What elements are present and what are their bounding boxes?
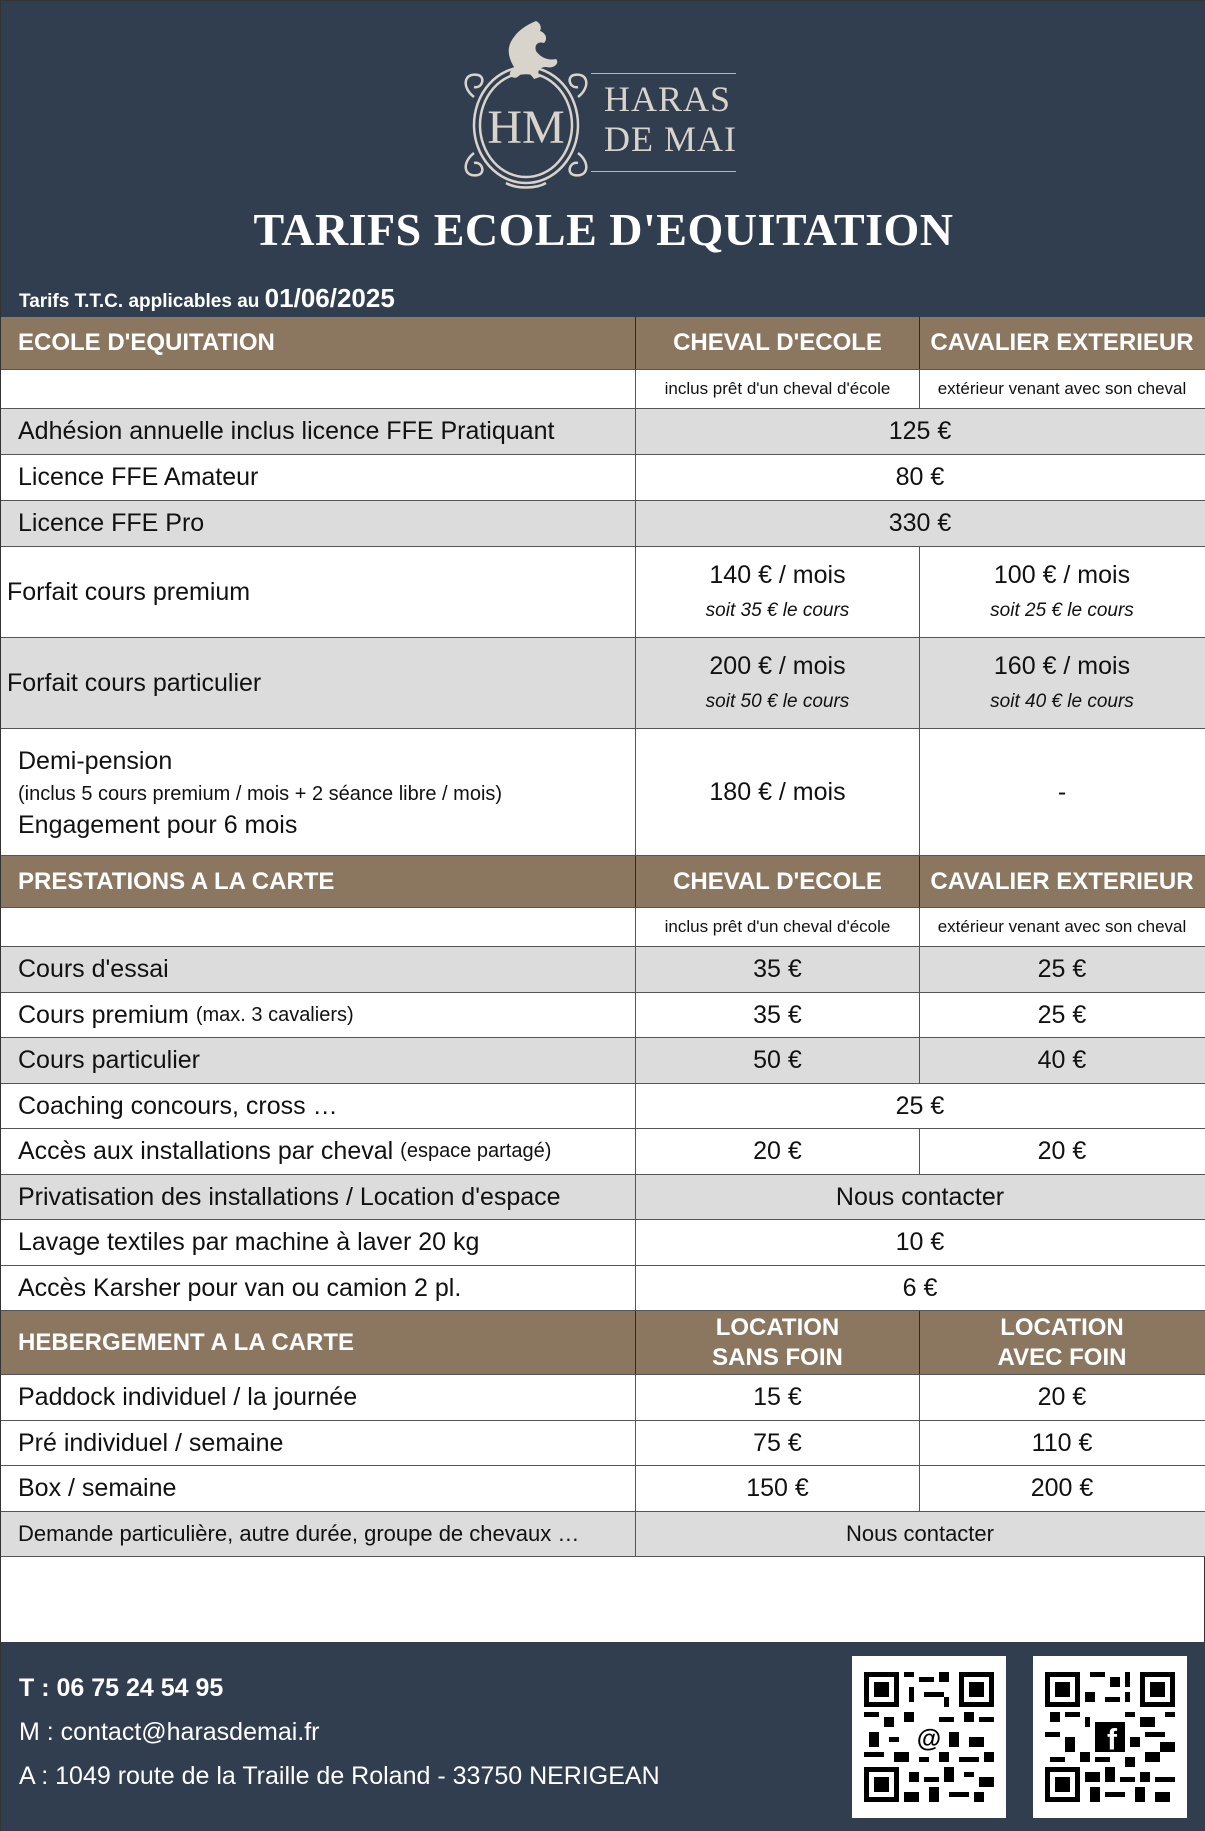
header-line: LOCATION bbox=[715, 1313, 840, 1341]
table-row bbox=[1, 729, 1205, 856]
table-row bbox=[1, 501, 1205, 547]
row-price-exterieur: 25 € bbox=[1037, 1000, 1087, 1029]
price-per-lesson: soit 50 € le cours bbox=[705, 691, 850, 712]
table-row bbox=[1, 1512, 1205, 1557]
validity-date: 01/06/2025 bbox=[264, 283, 395, 313]
row-price: Nous contacter bbox=[835, 1182, 1005, 1211]
header-line: AVEC FOIN bbox=[997, 1343, 1127, 1371]
row-label: Box / semaine bbox=[1, 1466, 636, 1511]
logo bbox=[456, 17, 756, 192]
row-price: 125 € bbox=[888, 417, 952, 445]
validity-label: Tarifs T.T.C. applicables au bbox=[19, 291, 260, 312]
row-price-cheval bbox=[636, 547, 920, 637]
header-cell: ECOLE D'EQUITATION bbox=[1, 317, 636, 369]
header bbox=[1, 1, 1205, 317]
header-cell: HEBERGEMENT A LA CARTE bbox=[1, 1311, 636, 1374]
table-row bbox=[1, 1084, 1205, 1129]
section-header-hebergement bbox=[1, 1311, 1205, 1375]
subheader-row bbox=[1, 908, 1205, 947]
price-monthly: 160 € / mois bbox=[993, 652, 1131, 680]
row-label: Coaching concours, cross … bbox=[1, 1084, 636, 1128]
brand-line2: DE MAI bbox=[604, 119, 737, 159]
validity-line bbox=[19, 283, 395, 314]
section-header-prestations bbox=[1, 856, 1205, 908]
row-price-cheval bbox=[636, 638, 920, 728]
logo-rule-bottom bbox=[591, 171, 736, 172]
table-row bbox=[1, 1375, 1205, 1421]
row-price-exterieur: 40 € bbox=[1037, 1046, 1087, 1074]
row-label: Demande particulière, autre durée, groupe de chevaux … bbox=[1, 1512, 636, 1556]
price-per-lesson: soit 35 € le cours bbox=[705, 600, 850, 621]
row-label: Licence FFE Amateur bbox=[1, 455, 636, 500]
table-row bbox=[1, 1129, 1205, 1175]
at-sign-icon: @ bbox=[916, 1725, 942, 1753]
demi-pension-commitment: Engagement pour 6 mois bbox=[18, 811, 298, 839]
table-row bbox=[1, 1266, 1205, 1311]
header-cell: CHEVAL D'ECOLE bbox=[636, 317, 920, 369]
phone[interactable]: T : 06 75 24 54 95 bbox=[19, 1674, 224, 1702]
table-row bbox=[1, 1466, 1205, 1512]
table-row bbox=[1, 409, 1205, 455]
table-row bbox=[1, 455, 1205, 501]
row-label: Cours particulier bbox=[1, 1038, 636, 1083]
row-label: Forfait cours premium bbox=[1, 547, 636, 637]
price-monthly: 140 € / mois bbox=[709, 561, 846, 589]
header-cell bbox=[920, 1311, 1204, 1374]
row-price-cheval: 20 € bbox=[636, 1129, 920, 1174]
row-price-sans-foin: 150 € bbox=[636, 1466, 920, 1511]
empty-cell bbox=[1, 370, 636, 408]
row-price-avec-foin: 20 € bbox=[1037, 1383, 1087, 1411]
row-price-exterieur: 25 € bbox=[1037, 955, 1087, 983]
header-line: LOCATION bbox=[1000, 1313, 1124, 1341]
row-label: Adhésion annuelle inclus licence FFE Pratiquant bbox=[1, 409, 636, 454]
row-label: Forfait cours particulier bbox=[1, 638, 636, 728]
table-row bbox=[1, 1220, 1205, 1266]
subheader-cell: extérieur venant avec son cheval bbox=[937, 917, 1187, 936]
table-row bbox=[1, 1038, 1205, 1084]
row-price: Nous contacter bbox=[846, 1521, 994, 1546]
subheader-row bbox=[1, 370, 1205, 409]
row-label bbox=[1, 1129, 636, 1174]
rearing-horse-icon bbox=[456, 17, 596, 192]
table-row bbox=[1, 947, 1205, 993]
price-monthly: 100 € / mois bbox=[993, 561, 1131, 589]
section-header-ecole bbox=[1, 317, 1205, 370]
table-row bbox=[1, 1421, 1205, 1466]
price-per-lesson: soit 40 € le cours bbox=[990, 691, 1134, 712]
qr-code-facebook[interactable] bbox=[1033, 1656, 1187, 1818]
footer bbox=[1, 1642, 1205, 1831]
row-price: 25 € bbox=[895, 1091, 945, 1120]
qr-code-icon bbox=[1045, 1672, 1175, 1802]
demi-pension-title: Demi-pension bbox=[18, 747, 173, 775]
table-row bbox=[1, 638, 1205, 729]
row-label: Paddock individuel / la journée bbox=[1, 1375, 636, 1420]
row-label-main: Cours premium bbox=[18, 1000, 189, 1029]
qr-code-email[interactable] bbox=[852, 1656, 1006, 1818]
svg-text:HM: HM bbox=[487, 101, 565, 154]
brand-name bbox=[604, 79, 737, 159]
row-label-note: (espace partagé) bbox=[400, 1140, 552, 1162]
row-price: 10 € bbox=[895, 1228, 945, 1256]
row-label: Accès Karsher pour van ou camion 2 pl. bbox=[1, 1266, 636, 1310]
row-label: Pré individuel / semaine bbox=[1, 1421, 636, 1465]
row-price-avec-foin: 110 € bbox=[1031, 1428, 1093, 1457]
row-price-cheval: 35 € bbox=[636, 993, 920, 1037]
table-row bbox=[1, 547, 1205, 638]
row-price-exterieur: 20 € bbox=[1037, 1137, 1087, 1165]
demi-pension-detail: (inclus 5 cours premium / mois + 2 séance libre / mois) bbox=[18, 783, 503, 805]
header-line: SANS FOIN bbox=[712, 1343, 843, 1371]
header-cell: PRESTATIONS A LA CARTE bbox=[1, 856, 636, 907]
page-title: TARIFS ECOLE D'EQUITATION bbox=[253, 204, 954, 255]
row-price-avec-foin: 200 € bbox=[1030, 1474, 1094, 1502]
row-label bbox=[1, 993, 636, 1037]
row-label: Licence FFE Pro bbox=[1, 501, 636, 546]
row-price-exterieur bbox=[920, 547, 1204, 637]
row-price-exterieur bbox=[920, 638, 1204, 728]
row-price-sans-foin: 75 € bbox=[636, 1421, 920, 1465]
row-label: Cours d'essai bbox=[1, 947, 636, 992]
row-label-note: (max. 3 cavaliers) bbox=[195, 1003, 354, 1026]
header-cell: CHEVAL D'ECOLE bbox=[636, 856, 920, 907]
brand-line1: HARAS bbox=[604, 79, 732, 119]
row-price: 330 € bbox=[888, 509, 952, 537]
row-label bbox=[1, 729, 636, 855]
row-price-sans-foin: 15 € bbox=[636, 1375, 920, 1420]
row-price-exterieur: - bbox=[1057, 777, 1067, 806]
header-cell bbox=[636, 1311, 920, 1374]
header-cell: CAVALIER EXTERIEUR bbox=[930, 867, 1194, 895]
header-cell: CAVALIER EXTERIEUR bbox=[930, 329, 1194, 356]
row-label: Privatisation des installations / Location d'espace bbox=[1, 1175, 636, 1219]
row-price-cheval: 180 € / mois bbox=[636, 729, 920, 855]
qr-code-icon bbox=[864, 1672, 994, 1802]
row-price: 6 € bbox=[902, 1273, 938, 1302]
logo-rule-top bbox=[591, 73, 736, 74]
address: A : 1049 route de la Traille de Roland - 33750 NERIGEAN bbox=[19, 1762, 660, 1790]
facebook-icon: f bbox=[1107, 1723, 1117, 1757]
row-price: 80 € bbox=[895, 463, 945, 491]
row-price-cheval: 35 € bbox=[636, 947, 920, 992]
table-row bbox=[1, 993, 1205, 1038]
subheader-cell: inclus prêt d'un cheval d'école bbox=[636, 908, 920, 946]
subheader-cell: extérieur venant avec son cheval bbox=[937, 379, 1187, 398]
table-row bbox=[1, 1175, 1205, 1220]
empty-cell bbox=[1, 908, 636, 946]
price-monthly: 200 € / mois bbox=[709, 652, 846, 680]
row-price-cheval: 50 € bbox=[636, 1038, 920, 1083]
row-label-main: Accès aux installations par cheval bbox=[18, 1137, 394, 1165]
row-label: Lavage textiles par machine à laver 20 kg bbox=[1, 1220, 636, 1265]
email[interactable]: M : contact@harasdemai.fr bbox=[19, 1718, 320, 1746]
price-per-lesson: soit 25 € le cours bbox=[990, 600, 1134, 621]
subheader-cell: inclus prêt d'un cheval d'école bbox=[636, 370, 920, 408]
